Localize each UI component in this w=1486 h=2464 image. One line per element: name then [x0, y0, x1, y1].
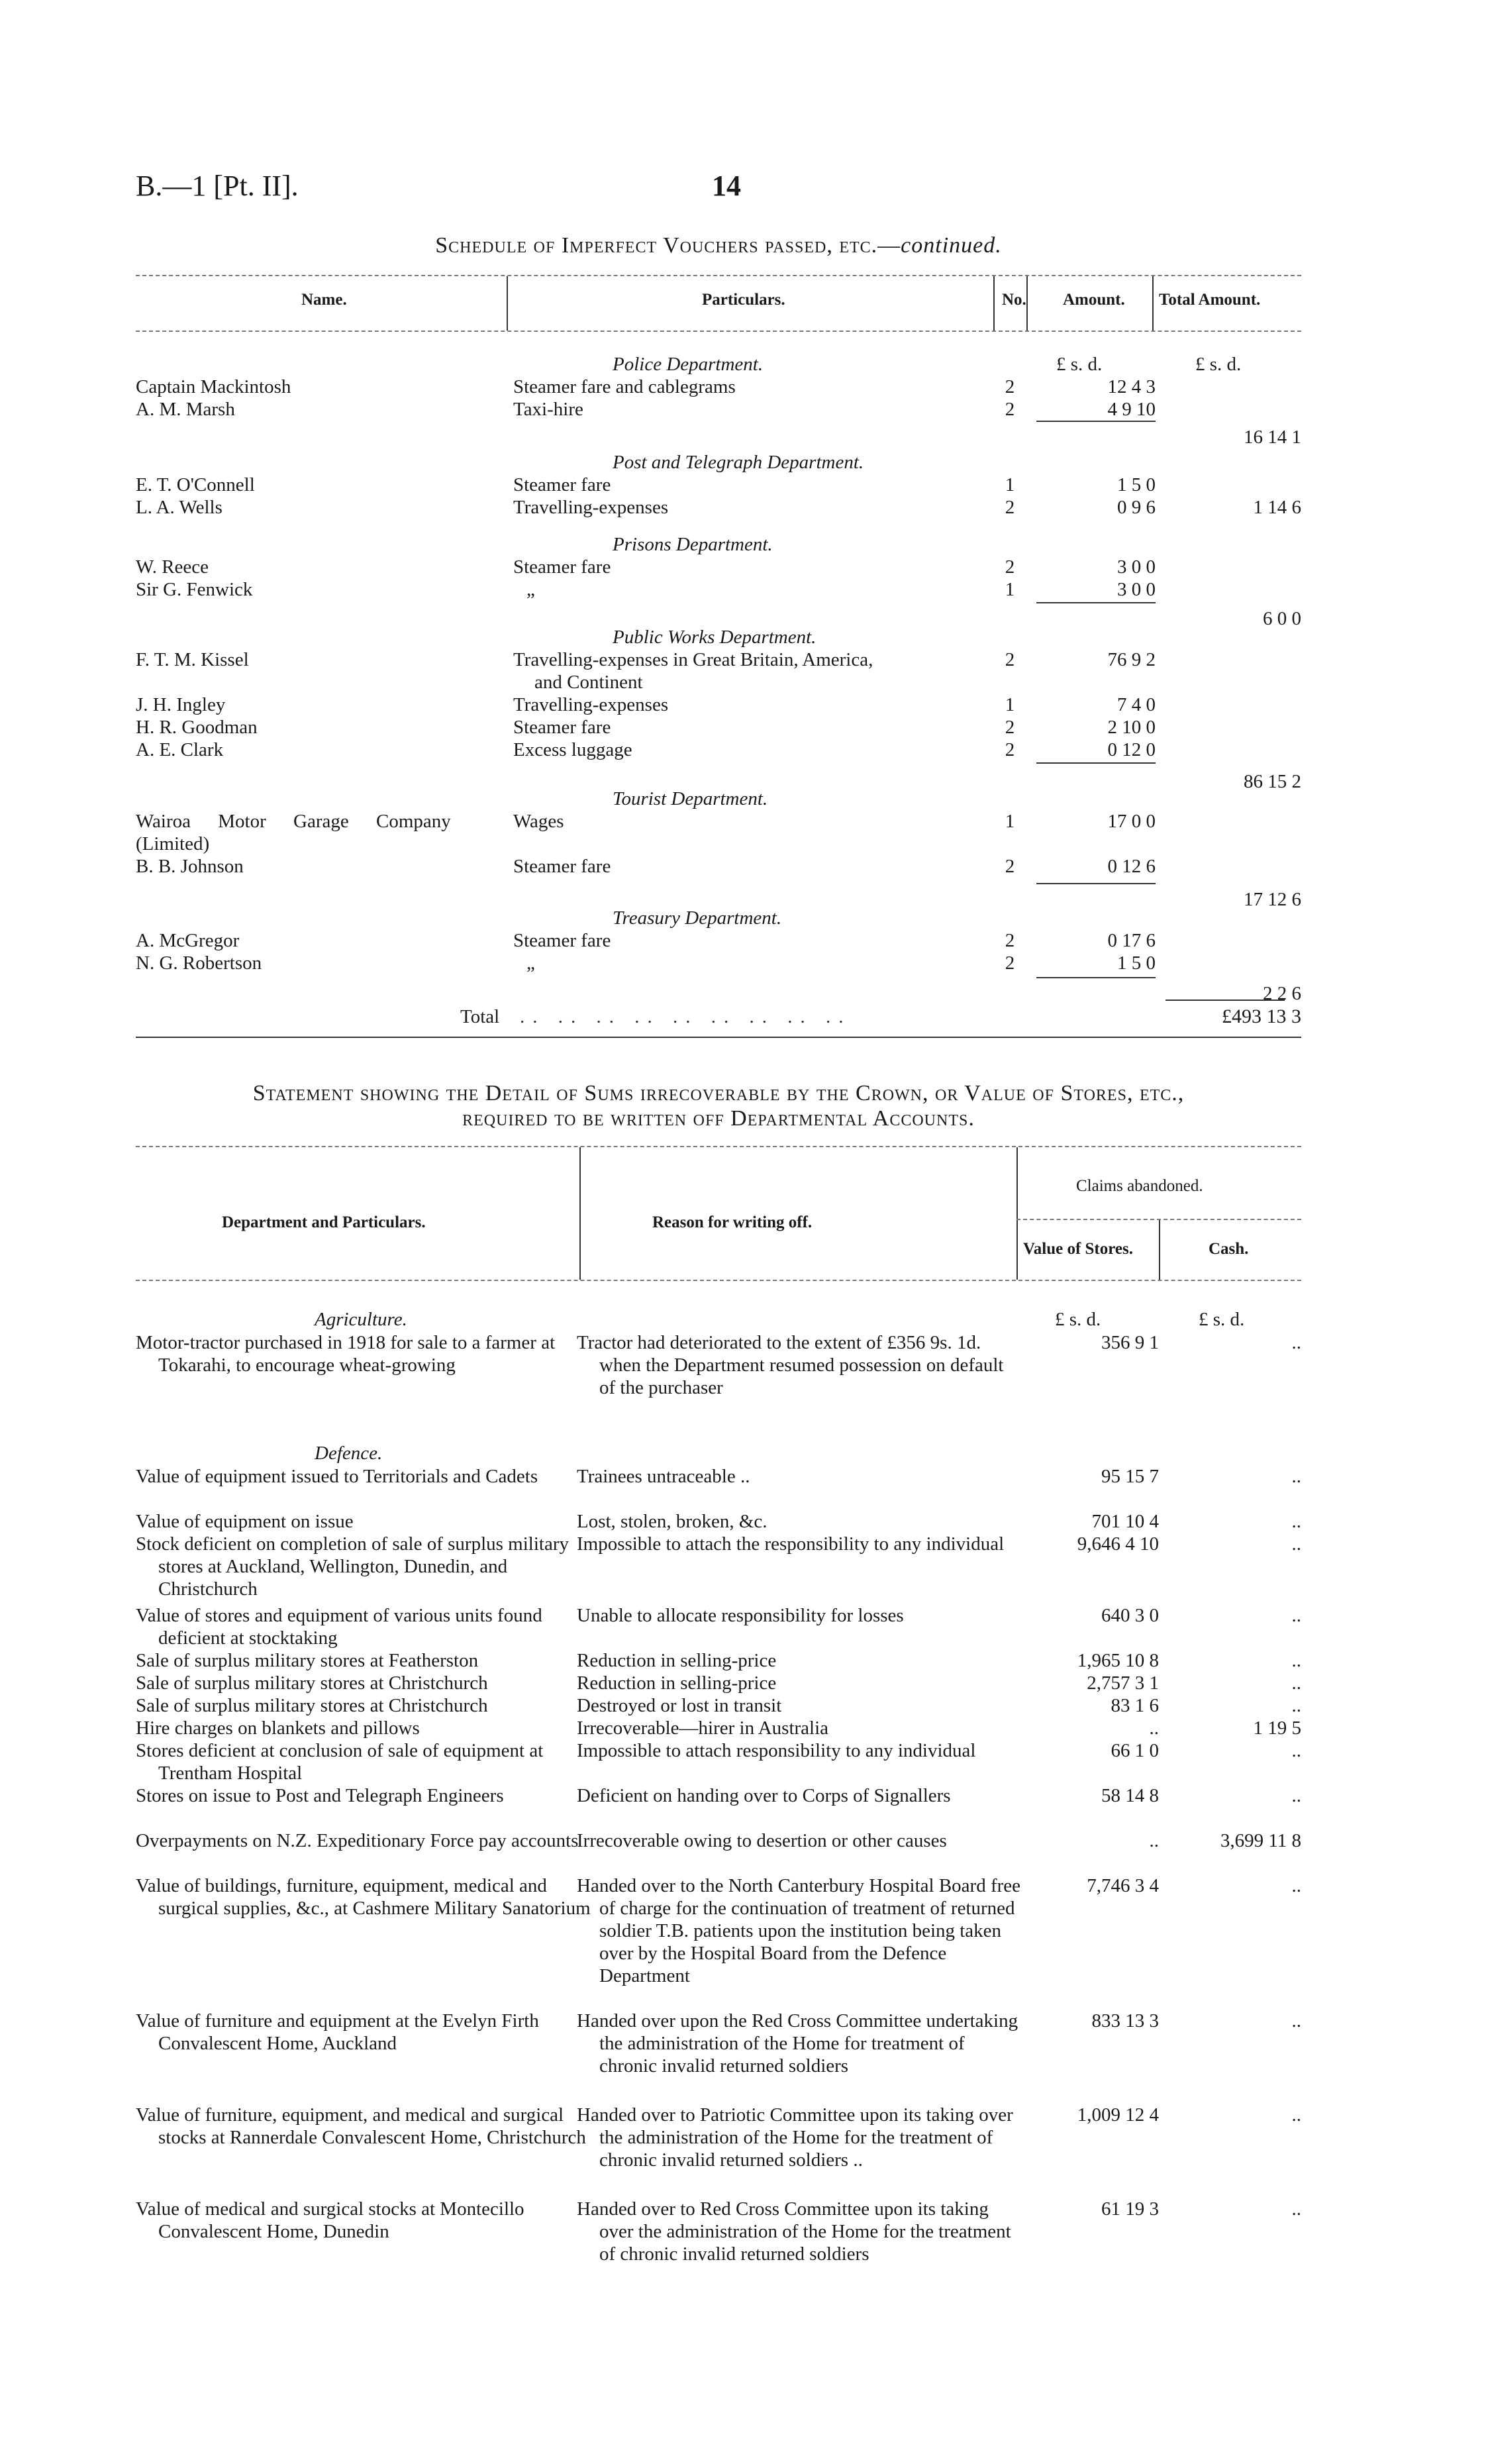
amount-units: £ s. d.	[1056, 354, 1103, 375]
row-cash: ..	[1291, 1695, 1301, 1716]
table-row: H. R. Goodman Steamer fare 2 2 10 0	[136, 717, 1156, 738]
statement-table	[136, 1146, 1301, 2288]
col-particulars: Particulars.	[702, 291, 785, 309]
table-row	[136, 1717, 1301, 1739]
row-particulars: Value of stores and equipment of various units found deficient at stocktaking	[136, 1605, 542, 1649]
row-value: 1,009 12 4	[1077, 2104, 1159, 2126]
row-cash: ..	[1291, 1672, 1301, 1694]
dept-heading: Police Department. £ s. d. £ s. d.	[613, 354, 1242, 375]
col-claims-abandoned: Claims abandoned.	[1076, 1177, 1203, 1195]
row-value: 95 15 7	[1101, 1466, 1159, 1487]
row-reason: Deficient on handing over to Corps of Signallers	[577, 1785, 951, 1806]
row-value: 66 1 0	[1111, 1740, 1159, 1761]
row-value: ..	[1149, 1718, 1159, 1739]
subtotal-row: 6 0 0	[136, 601, 1301, 623]
value-units: £ s. d.	[1055, 1309, 1101, 1330]
row-particulars: Hire charges on blankets and pillows	[136, 1718, 420, 1739]
subtotal-row: 86 15 2	[136, 761, 1301, 784]
dept-heading: Post and Telegraph Department.	[613, 452, 864, 473]
title-continued: continued.	[901, 233, 1002, 258]
row-value: 1,965 10 8	[1077, 1650, 1159, 1671]
row-reason: Handed over to Patriotic Committee upon its taking over the administration of the Home for the treatment of chronic invalid returned soldiers ..	[577, 2104, 1013, 2171]
row-value: 356 9 1	[1101, 1332, 1159, 1353]
page-header	[136, 169, 1374, 209]
row-reason: Reduction in selling-price	[577, 1672, 777, 1694]
col-no: No.	[1002, 291, 1026, 309]
table-row: A. M. Marsh Taxi-hire 2 4 9 10	[136, 399, 1156, 420]
table-row: W. Reece Steamer fare 2 3 0 0	[136, 556, 1156, 578]
row-reason: Irrecoverable—hirer in Australia	[577, 1718, 829, 1739]
row-reason: Unable to allocate responsibility for losses	[577, 1605, 904, 1626]
col-amount: Amount.	[1063, 291, 1125, 309]
table-row: Wairoa Motor Garage Company Wages 1 17 0 0	[136, 811, 1156, 832]
row-cash: ..	[1291, 1466, 1301, 1487]
row-cash: ..	[1291, 2010, 1301, 2031]
row-particulars: Motor-tractor purchased in 1918 for sale to a farmer at Tokarahi, to encourage wheat-growing	[136, 1332, 556, 1376]
table-row: Captain Mackintosh Steamer fare and cablegrams 2 12 4 3	[136, 376, 1156, 397]
table-row	[136, 1465, 1301, 1510]
grand-total-row: Total .. .. .. .. .. .. .. .. .. £493 13 3	[136, 997, 1301, 1037]
table-row: L. A. Wells Travelling-expenses 2 0 9 6 1 14 6	[136, 497, 1301, 518]
row-value: 9,646 4 10	[1077, 1533, 1159, 1555]
table-row	[136, 1784, 1301, 1829]
table-row	[136, 1739, 1301, 1784]
table-row	[136, 1331, 1301, 1421]
row-value: 83 1 6	[1111, 1695, 1159, 1716]
table-row: Sir G. Fenwick „ 1 3 0 0	[136, 579, 1156, 600]
row-particulars: Value of medical and surgical stocks at Montecillo Convalescent Home, Dunedin	[136, 2198, 524, 2242]
table-row: N. G. Robertson „ 2 1 5 0	[136, 952, 1156, 974]
col-divider	[993, 276, 995, 331]
row-reason: Tractor had deteriorated to the extent of £356 9s. 1d. when the Department resumed possession on default of the purchaser	[577, 1332, 1004, 1398]
table-row: E. T. O'Connell Steamer fare 1 1 5 0	[136, 474, 1156, 495]
row-reason: Irrecoverable owing to desertion or other causes	[577, 1830, 947, 1851]
subtotal-row: 2 2 6	[136, 974, 1301, 997]
row-value: 640 3 0	[1101, 1605, 1159, 1626]
col-reason: Reason for writing off.	[652, 1213, 813, 1231]
table-row	[136, 1672, 1301, 1694]
row-cash: ..	[1291, 1605, 1301, 1626]
statement-header-row	[136, 1147, 1301, 1280]
row-particulars: Value of equipment on issue	[136, 1511, 354, 1532]
col-divider	[1026, 276, 1028, 331]
col-divider	[1152, 276, 1154, 331]
total-units: £ s. d.	[1195, 354, 1242, 375]
table-row: and Continent	[534, 672, 643, 693]
table-row	[136, 1533, 1301, 1600]
table-row: A. McGregor Steamer fare 2 0 17 6	[136, 930, 1156, 951]
dept-heading: Prisons Department.	[613, 534, 773, 555]
table-row	[136, 2104, 1301, 2194]
row-reason: Impossible to attach the responsibility to any individual	[577, 1533, 1005, 1555]
col-divider	[507, 276, 508, 331]
row-cash: ..	[1291, 2104, 1301, 2126]
subtotal-row: 17 12 6	[136, 878, 1301, 900]
dept-heading: Tourist Department.	[613, 788, 768, 809]
table-row: B. B. Johnson Steamer fare 2 0 12 6	[136, 856, 1156, 877]
table-row: A. E. Clark Excess luggage 2 0 12 0	[136, 739, 1156, 760]
row-reason: Trainees untraceable ..	[577, 1466, 750, 1487]
total-label: Total	[460, 1006, 500, 1027]
row-value: 833 13 3	[1091, 2010, 1159, 2031]
row-particulars: Value of furniture, equipment, and medical and surgical stocks at Rannerdale Convalescent Home, Christchurch	[136, 2104, 586, 2148]
row-value: 2,757 3 1	[1087, 1672, 1159, 1694]
row-particulars: Sale of surplus military stores at Christchurch	[136, 1672, 488, 1694]
table-row	[136, 2010, 1301, 2100]
col-name: Name.	[301, 291, 347, 309]
row-particulars: Overpayments on N.Z. Expeditionary Force pay accounts	[136, 1830, 579, 1851]
row-cash: ..	[1291, 2198, 1301, 2220]
statement-title: Statement showing the Detail of Sums irrecoverable by the Crown, or Value of Stores, etc., required to be written off Departmental Accounts.	[252, 1081, 1185, 1131]
row-value: 61 19 3	[1101, 2198, 1159, 2220]
table-row	[136, 1604, 1301, 1649]
row-particulars: Stock deficient on completion of sale of surplus military stores at Auckland, Wellington, Dunedin, and Christchurch	[136, 1533, 569, 1600]
table-bottom-rule	[136, 1037, 1301, 1038]
row-cash: ..	[1291, 1875, 1301, 1896]
row-reason: Handed over to Red Cross Committee upon its taking over the administration of the Home for the treatment of chronic invalid returned soldiers	[577, 2198, 1011, 2265]
dept-heading: Treasury Department.	[613, 907, 782, 929]
table-row	[136, 2198, 1301, 2288]
row-cash: ..	[1291, 1533, 1301, 1555]
col-department: Department and Particulars.	[222, 1213, 426, 1231]
row-cash: ..	[1291, 1511, 1301, 1532]
schedule-header-row	[136, 276, 1301, 331]
table-row: J. H. Ingley Travelling-expenses 1 7 4 0	[136, 694, 1156, 715]
row-cash: 1 19 5	[1253, 1718, 1301, 1739]
row-cash: ..	[1291, 1740, 1301, 1761]
table-row	[136, 1694, 1301, 1717]
table-row	[136, 1649, 1301, 1672]
row-particulars: Value of equipment issued to Territorials and Cadets	[136, 1466, 538, 1487]
row-value: 701 10 4	[1091, 1511, 1159, 1532]
row-particulars: Stores on issue to Post and Telegraph Engineers	[136, 1785, 504, 1806]
row-cash: 3,699 11 8	[1220, 1830, 1301, 1851]
schedule-table	[136, 275, 1301, 1038]
row-particulars: Value of buildings, furniture, equipment, medical and surgical supplies, &c., at Cashmere Military Sanatorium	[136, 1875, 591, 1919]
table-row	[136, 1510, 1301, 1533]
row-cash: ..	[1291, 1650, 1301, 1671]
row-reason: Handed over upon the Red Cross Committee undertaking the administration of the Home for treatment of chronic invalid returned soldiers	[577, 2010, 1018, 2077]
row-particulars: Sale of surplus military stores at Featherston	[136, 1650, 479, 1671]
col-cash: Cash.	[1209, 1240, 1249, 1258]
row-reason: Destroyed or lost in transit	[577, 1695, 782, 1716]
document-reference: B.—1 [Pt. II].	[136, 170, 299, 202]
table-row: (Limited)	[136, 833, 210, 854]
page-number: 14	[712, 170, 741, 202]
row-cash: ..	[1291, 1785, 1301, 1806]
col-total: Total Amount.	[1159, 291, 1261, 309]
row-value: 58 14 8	[1101, 1785, 1159, 1806]
row-reason: Impossible to attach responsibility to any individual	[577, 1740, 976, 1761]
grand-total: £493 13 3	[1222, 1005, 1301, 1027]
row-reason: Lost, stolen, broken, &c.	[577, 1511, 768, 1532]
schedule-title: Schedule of Imperfect Vouchers passed, etc.—continued.	[435, 233, 1002, 258]
row-cash: ..	[1291, 1332, 1301, 1353]
dept-heading: Agriculture. £ s. d. £ s. d.	[315, 1309, 1245, 1330]
subtotal-row: 16 14 1	[136, 421, 1301, 443]
row-reason: Reduction in selling-price	[577, 1650, 777, 1671]
col-value-of-stores: Value of Stores.	[1023, 1240, 1133, 1258]
cash-units: £ s. d.	[1199, 1309, 1245, 1330]
row-particulars: Value of furniture and equipment at the Evelyn Firth Convalescent Home, Auckland	[136, 2010, 539, 2054]
table-row: F. T. M. Kissel Travelling-expenses in Great Britain, America, 2 76 9 2	[136, 649, 1156, 670]
row-value: ..	[1149, 1830, 1159, 1851]
row-particulars: Stores deficient at conclusion of sale of equipment at Trentham Hospital	[136, 1740, 544, 1784]
row-reason: Handed over to the North Canterbury Hospital Board free of charge for the continuation of treatment of returned soldier T.B. patients upon the institution being taken over by the Hospital Board from the Defence Department	[577, 1875, 1021, 1986]
table-row	[136, 1829, 1301, 1874]
table-row	[136, 1874, 1301, 2010]
row-particulars: Sale of surplus military stores at Christchurch	[136, 1695, 488, 1716]
dept-heading: Defence.	[315, 1443, 383, 1464]
dept-heading: Public Works Department.	[613, 627, 817, 648]
row-value: 7,746 3 4	[1087, 1875, 1159, 1896]
